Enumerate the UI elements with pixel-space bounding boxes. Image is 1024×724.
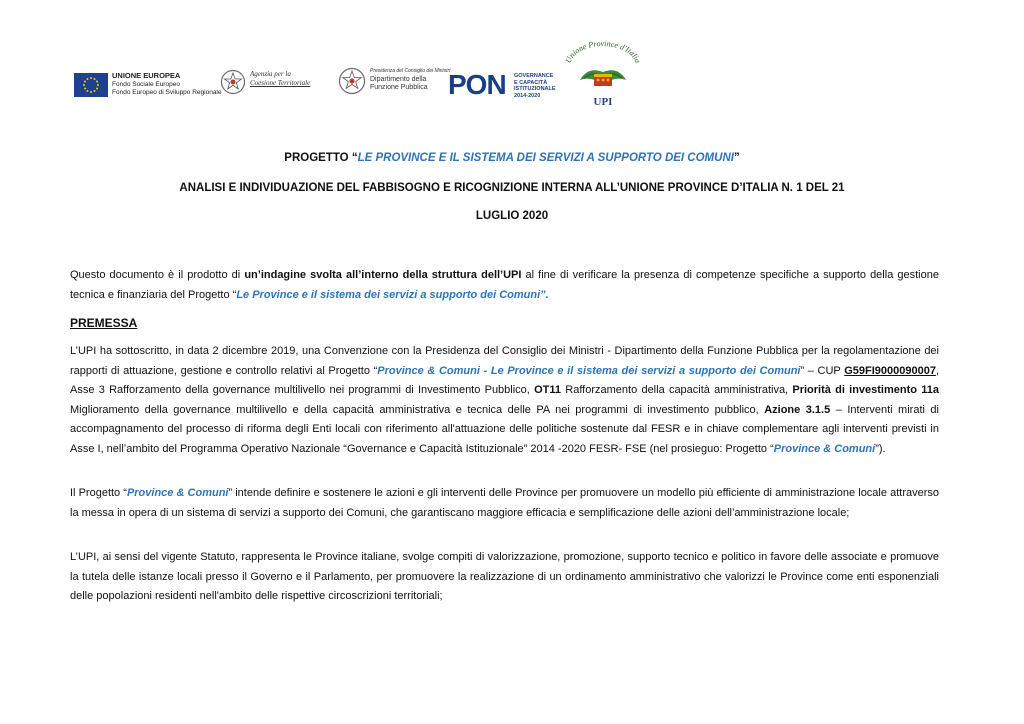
agency-line2: Coesione Territoriale: [250, 78, 311, 87]
project-short-name: Province & Comuni: [773, 442, 876, 455]
agency-logo: [220, 68, 320, 102]
action-label: Azione 3.1.5: [764, 403, 831, 416]
document-date: LUGLIO 2020: [475, 210, 549, 222]
logo-strip: [70, 40, 670, 120]
intro-text: Questo documento è il prodotto di: [70, 269, 245, 281]
premessa-paragraph-2: [70, 484, 939, 523]
project-name: Province & Comuni - Le Province e il sistema dei servizi a supporto dei Comuni: [377, 364, 801, 377]
ot11-label: OT11: [534, 384, 562, 396]
paragraph-text: ”).: [875, 442, 886, 455]
eu-fund-line2: Fondo Europeo di Sviluppo Regionale: [112, 89, 222, 96]
paragraph-text: ” – CUP: [800, 364, 845, 377]
agency-text: [250, 70, 310, 87]
intro-text: al fine di verificare la presenza di competenze specifiche a supporto della gestione tecnica e finanziaria del Progetto “: [70, 269, 939, 301]
upi-arc-text: Unione Province d'Italia: [563, 40, 643, 65]
paragraph-text: Rafforzamento della capacità amministrativa,: [561, 384, 793, 396]
department-line3: Funzione Pubblica: [370, 84, 428, 91]
italian-emblem-icon: [338, 66, 366, 96]
italian-emblem-icon: [220, 68, 246, 96]
pon-text: [514, 73, 556, 99]
pon-line3: ISTITUZIONALE: [514, 86, 556, 92]
paragraph-text: Miglioramento della governance multilivello e della capacità amministrativa e tecnica delle PA nei programmi di investimento pubblico,: [70, 403, 765, 416]
department-line2: Dipartimento della: [370, 75, 427, 83]
title-prefix: PROGETTO “: [284, 152, 358, 164]
pon-line2: E CAPACITÀ: [514, 79, 548, 86]
paragraph-text: ” intende definire e sostenere le azioni e gli interventi delle Province per promuovere un modello più efficiente di amministrazione locale attraverso la messa in opera di un sistema di servizi a supporto dei Comuni, che garantiscano maggiore efficacia e semplificazione delle azioni dell’amministrazione locale;: [70, 487, 939, 519]
cup-code: G59FI9000090007: [844, 364, 936, 377]
eu-text: [112, 72, 222, 97]
project-short-name: Province & Comuni: [126, 487, 229, 499]
intro-project-name: Le Province e il sistema dei servizi a supporto dei Comuni: [236, 288, 541, 301]
pon-line4: 2014-2020: [514, 92, 541, 99]
eu-logo: [74, 71, 222, 99]
svg-text:Unione Province d'Italia: [564, 40, 643, 64]
title-suffix: ”: [733, 152, 740, 164]
document-subtitle: ANALISI E INDIVIDUAZIONE DEL FABBISOGNO E RICOGNIZIONE INTERNA ALL’UNIONE PROVINCE D’ITALIA N. 1 DEL 21: [179, 182, 845, 194]
pon-line1: GOVERNANCE: [514, 73, 554, 79]
upi-logo: [558, 40, 648, 118]
upi-emblem-icon: [558, 40, 648, 98]
premessa-paragraph-1: [70, 342, 939, 459]
title-project-name: LE PROVINCE E IL SISTEMA DEI SERVIZI A SUPPORTO DEI COMUNI: [357, 152, 734, 164]
eu-title: UNIONE EUROPEA: [112, 71, 181, 80]
paragraph-text: – Interventi mirati di accompagnamento del processo di riforma degli Enti locali con riferimento all'attuazione delle politiche sostenute dal FESR e in chiave complementare agli interventi previsti in Asse I, nell’ambito del Programma Operativo Nazionale “Governance e Capacità Istituzionale” 2014 -2020 FESR- FSE (nel prosieguo: Progetto “: [70, 403, 939, 455]
upi-label: UPI: [593, 96, 613, 108]
pon-mark: PON: [448, 69, 506, 100]
department-logo: [338, 66, 451, 102]
paragraph-text: L’UPI ha sottoscritto, in data 2 dicembre 2019, una Convenzione con la Presidenza del Consiglio dei Ministri - Dipartimento della Funzione Pubblica per la regolamentazione dei rapporti di attuazione, gestione e controllo relativi al Progetto “: [70, 345, 939, 377]
premessa-paragraph-3: L’UPI, ai sensi del vigente Statuto, rappresenta le Province italiane, svolge compiti di valorizzazione, promozione, supporto tecnico e politico in favore delle associate e promuove la tutela delle istanze locali presso il Governo e il Parlamento, per promuovere la realizzazione di un ordinamento amministrativo che valorizzi le Province come enti esponenziali delle popolazioni residenti nell'ambito delle rispettive circoscrizioni territoriali;: [70, 551, 939, 602]
section-heading: PREMESSA: [70, 316, 138, 330]
eu-fund-line1: Fondo Sociale Europeo: [112, 81, 180, 88]
department-line1: Presidenza del Consiglio dei Ministri: [370, 68, 451, 74]
intro-paragraph: [70, 266, 939, 305]
paragraph-text: , Asse 3 Rafforzamento della governance multilivello nei programmi di Investimento Pubblico,: [70, 364, 940, 396]
priority-label: Priorità di investimento 11a: [792, 384, 939, 396]
paragraph-text: Il Progetto “: [70, 487, 127, 499]
intro-text: ”.: [540, 288, 549, 301]
department-text: [370, 68, 450, 93]
intro-bold: un’indagine svolta all’interno della struttura dell’UPI: [244, 269, 522, 281]
eu-flag-icon: [74, 73, 108, 97]
project-title: [0, 152, 1024, 164]
agency-line1: Agenzia per la: [250, 70, 291, 78]
